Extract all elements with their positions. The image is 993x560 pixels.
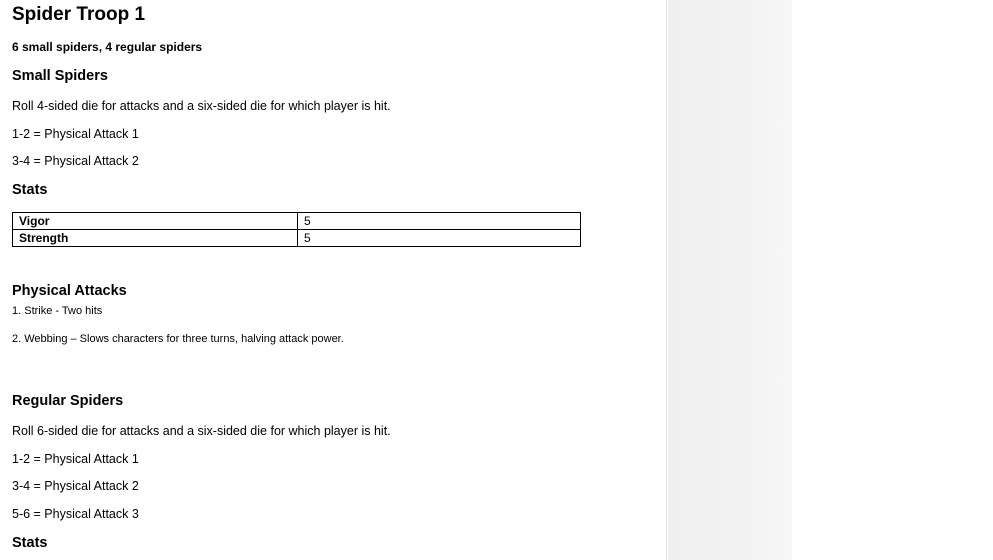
attack-item-2: 2. Webbing – Slows characters for three turns, halving attack power. <box>12 333 344 345</box>
small-spiders-stats-table <box>12 212 581 247</box>
regular-spiders-outcome-2: 3-4 = Physical Attack 2 <box>12 479 139 493</box>
regular-spiders-heading: Regular Spiders <box>12 393 124 409</box>
small-spiders-heading: Small Spiders <box>12 68 108 84</box>
regular-spiders-stats-heading: Stats <box>12 535 48 551</box>
physical-attacks-heading: Physical Attacks <box>12 283 127 299</box>
table-row <box>13 230 581 247</box>
small-spiders-stats-heading: Stats <box>12 182 48 198</box>
stat-name: Vigor <box>13 213 298 230</box>
workspace-background <box>792 0 993 560</box>
attack-item-1: 1. Strike - Two hits <box>12 305 103 317</box>
page-side-margin <box>668 0 792 560</box>
small-spiders-outcome-2: 3-4 = Physical Attack 2 <box>12 154 139 168</box>
stat-value: 5 <box>298 213 581 230</box>
regular-spiders-outcome-1: 1-2 = Physical Attack 1 <box>12 452 139 466</box>
stat-value: 5 <box>298 230 581 247</box>
small-spiders-outcome-1: 1-2 = Physical Attack 1 <box>12 127 139 141</box>
regular-spiders-outcome-3: 5-6 = Physical Attack 3 <box>12 507 139 521</box>
table-row <box>13 213 581 230</box>
small-spiders-roll-text: Roll 4-sided die for attacks and a six-sided die for which player is hit. <box>12 99 391 113</box>
stat-name: Strength <box>13 230 298 247</box>
document-title: Spider Troop 1 <box>12 4 146 25</box>
regular-spiders-roll-text: Roll 6-sided die for attacks and a six-sided die for which player is hit. <box>12 424 391 438</box>
document-subtitle: 6 small spiders, 4 regular spiders <box>12 40 203 54</box>
